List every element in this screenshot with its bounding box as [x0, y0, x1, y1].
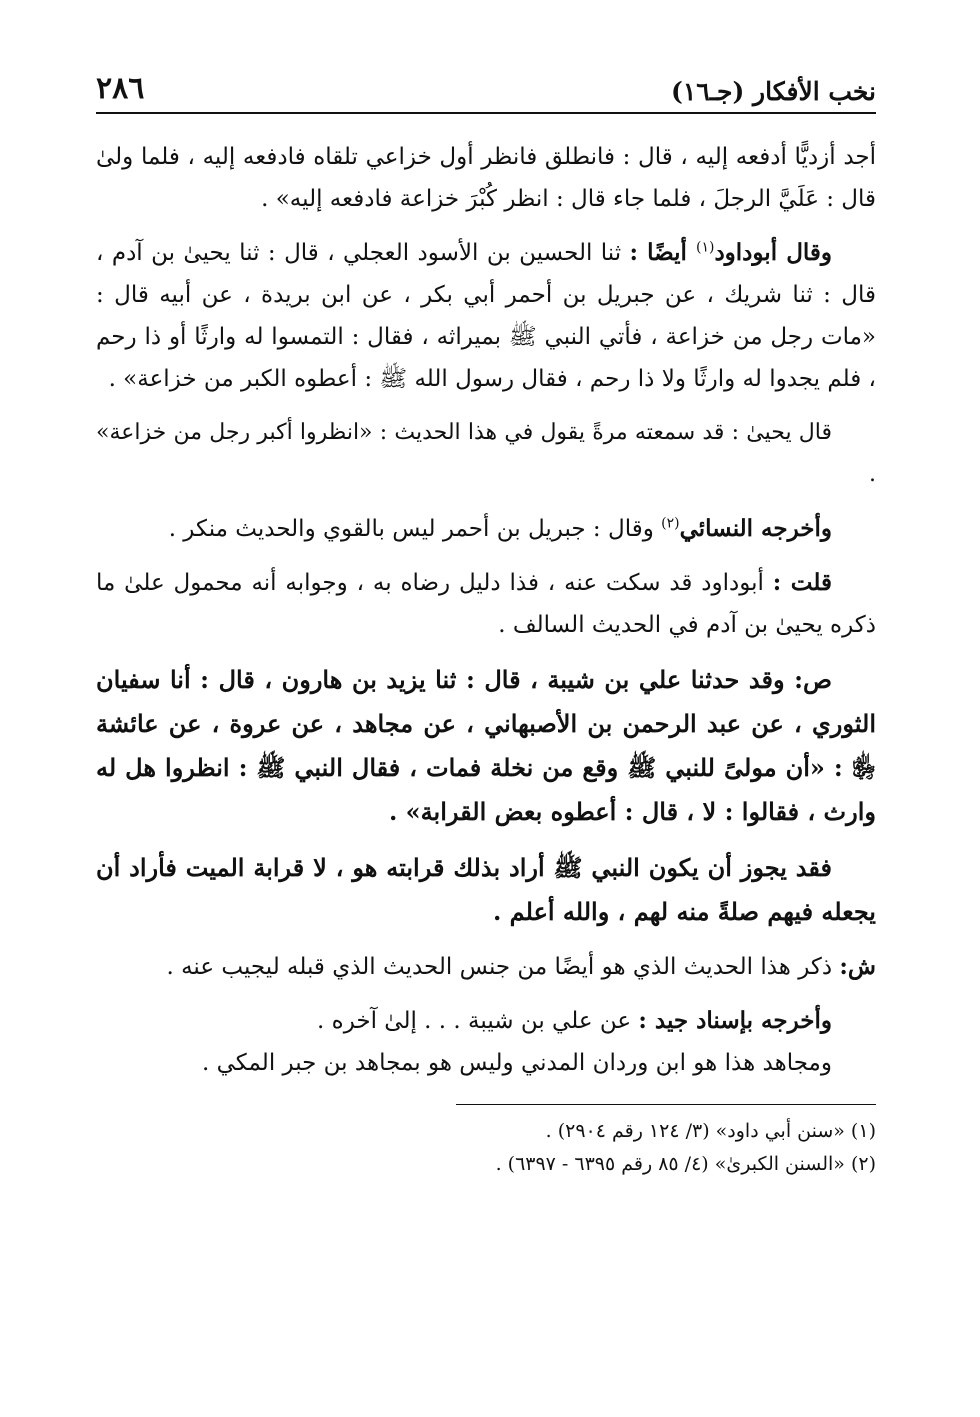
paragraph-2-text: ثنا الحسين بن الأسود العجلي ، قال : ثنا يحيىٰ بن آدم ، قال : ثنا شريك ، عن جبريل بن أحمر أبي بكر ، عن ابن بريدة ، عن أبيه قال : «مات رجل من خزاعة ، فأتي النبي ﷺ بميراثه ، فقال : التمسوا له وارثًا أو ذا رحم ، فلم يجدوا له وارثًا ولا ذا رحم ، فقال رسول الله ﷺ : أعطوه الكبر من خزاعة» . — [96, 240, 876, 392]
paragraph-2-lead-2: أيضًا : — [629, 239, 696, 266]
footnote-separator — [456, 1104, 876, 1105]
paragraph-4-lead: وأخرجه النسائي — [679, 515, 832, 542]
paragraph-4 — [96, 508, 876, 550]
footnote-ref-2: (٢) — [661, 515, 680, 532]
paragraph-8-text: ذكر هذا الحديث الذي هو أيضًا من جنس الحديث الذي قبله ليجيب عنه . — [166, 954, 840, 980]
paragraph-4-text: وقال : جبريل بن أحمر ليس بالقوي والحديث منكر . — [168, 516, 662, 542]
paragraph-5 — [96, 562, 876, 646]
paragraph-8-lead: ش: — [839, 953, 876, 980]
paragraph-9-lead: وأخرجه بإسناد جيد : — [638, 1007, 832, 1034]
page-number: ٢٨٦ — [96, 71, 145, 106]
paragraph-3: قال يحيىٰ : قد سمعته مرةً يقول في هذا الحديث : «انظروا أكبر رجل من خزاعة» . — [96, 420, 876, 487]
body-text — [96, 136, 876, 1084]
footnote-1: (١) «سنن أبي داود» (٣/ ١٢٤ رقم ٢٩٠٤) . — [545, 1120, 876, 1142]
book-title: نخب الأفكار (جـ١٦) — [670, 77, 876, 106]
paragraph-8 — [96, 946, 876, 988]
paragraph-10: ومجاهد هذا هو ابن وردان المدني وليس هو بمجاهد بن جبر المكي . — [202, 1050, 832, 1076]
paragraph-5-lead: قلت : — [772, 569, 832, 596]
paragraph-1: أجد أزديًّا أدفعه إليه ، قال : فانطلق فانظر أول خزاعي تلقاه فادفعه إليه ، فلما ولىٰ قال : عَلَيَّ الرجلَ ، فلما جاء قال : انظر كُبْرَ خزاعة فادفعه إليه» . — [96, 144, 876, 212]
paragraph-5-text: أبوداود قد سكت عنه ، فذا دليل رضاه به ، وجوابه أنه محمول علىٰ ما ذكره يحيىٰ بن آدم في الحديث السالف . — [96, 570, 876, 638]
paragraph-6: ص: وقد حدثنا علي بن شيبة ، قال : ثنا يزيد بن هارون ، قال : أنا سفيان الثوري ، عن عبد الرحمن بن الأصبهاني ، عن مجاهد ، عن عروة ، عن عائشة ﵂ : «أن مولىً للنبي ﷺ وقع من نخلة فمات ، فقال النبي ﷺ : انظروا هل له وارث ، فقالوا : لا ، قال : أعطوه بعض القرابة» . — [96, 665, 876, 826]
footnotes — [96, 1115, 876, 1181]
paragraph-2-lead: وقال أبوداود — [714, 239, 833, 266]
paragraph-9-text: عن علي بن شيبة . . . إلىٰ آخره . — [317, 1008, 639, 1034]
paragraph-2 — [96, 232, 876, 400]
footnote-ref-1: (١) — [695, 239, 715, 256]
paragraph-9 — [96, 1000, 876, 1042]
paragraph-7: فقد يجوز أن يكون النبي ﷺ أراد بذلك قرابته هو ، لا قرابة الميت فأراد أن يجعله فيهم صلةً منه لهم ، والله أعلم . — [96, 853, 876, 926]
footnote-2: (٢) «السنن الكبرىٰ» (٤/ ٨٥ رقم ٦٣٩٥ - ٦٣٩٧) . — [495, 1153, 876, 1175]
running-header — [96, 58, 876, 114]
book-page — [96, 58, 876, 1181]
